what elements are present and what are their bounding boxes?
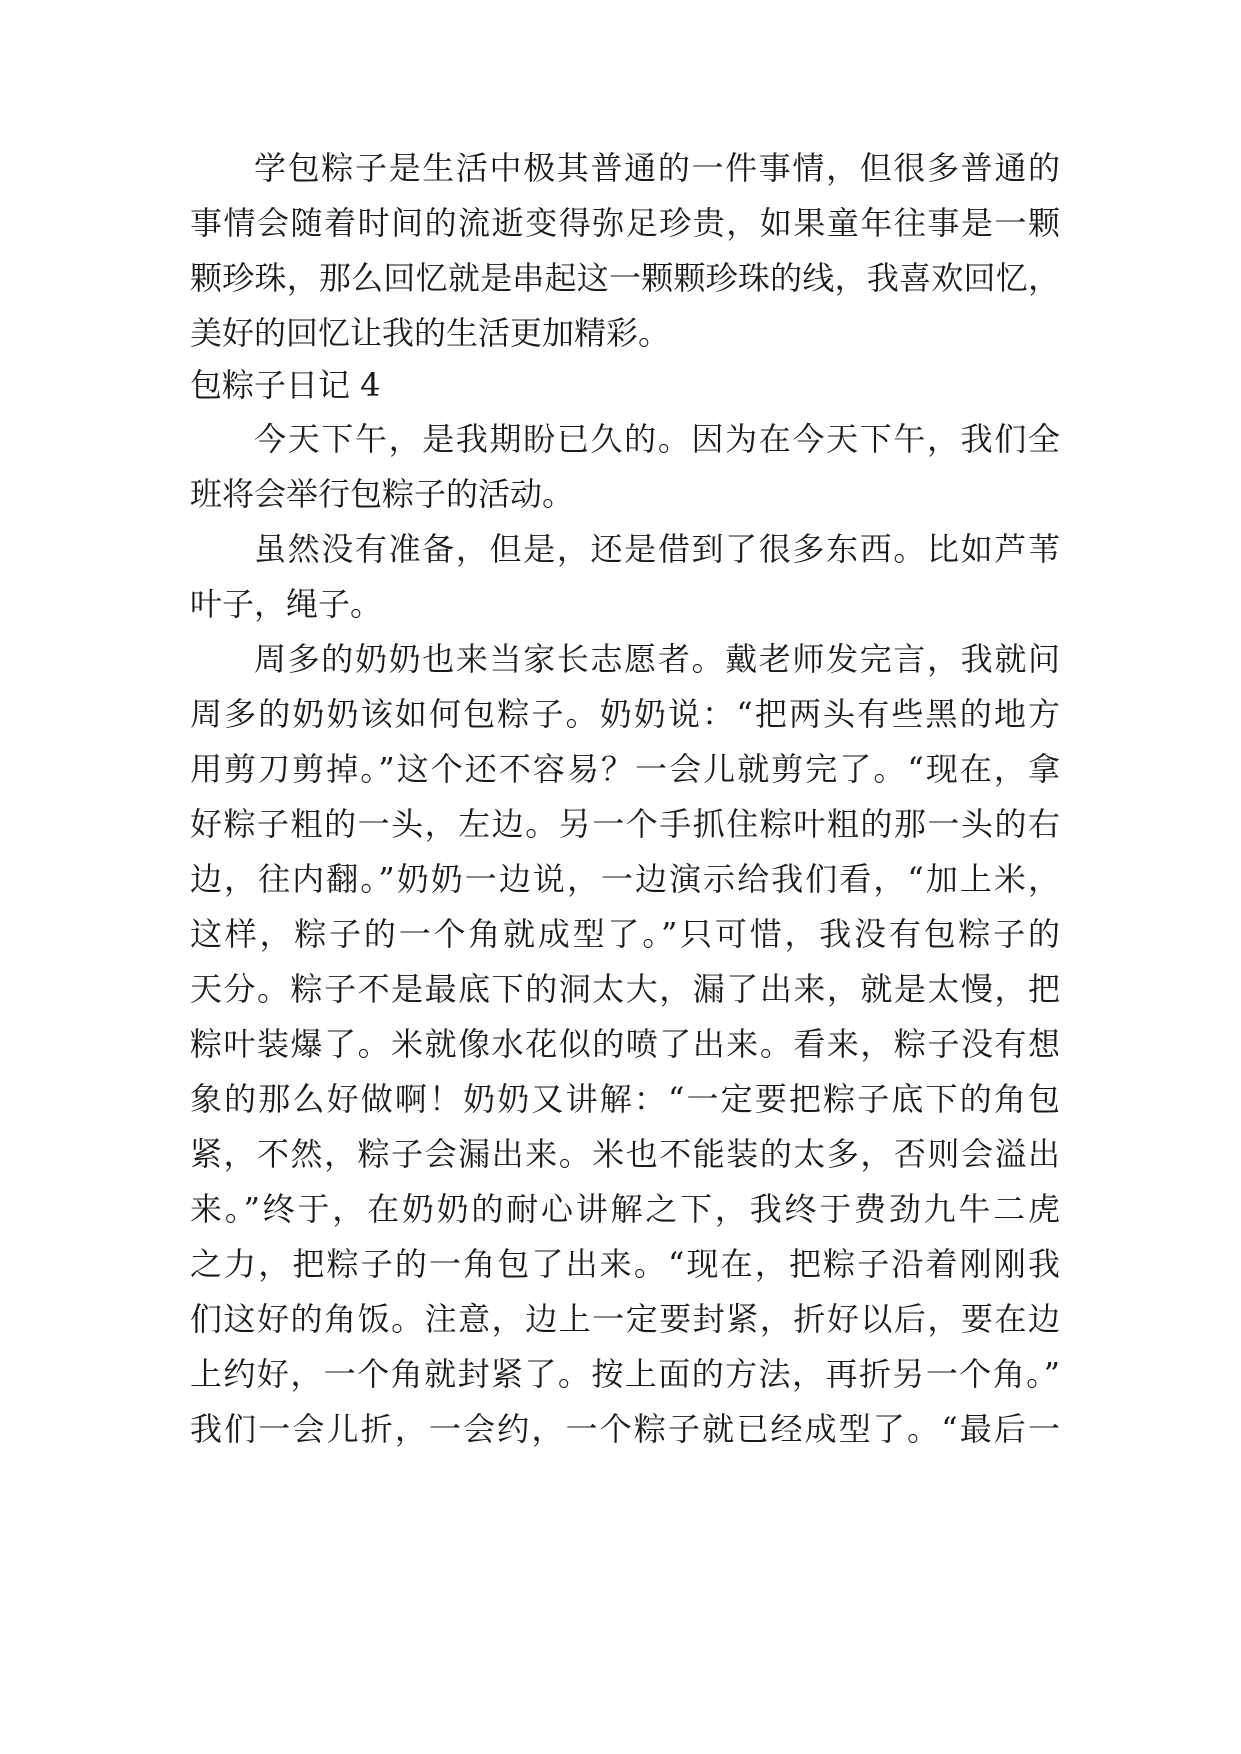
paragraph-line: 之力，把粽子的一角包了出来。“现在，把粽子沿着刚刚我 <box>190 1245 1060 1283</box>
paragraph-line: 班将会举行包粽子的活动。 <box>190 475 575 513</box>
paragraph-line: 用剪刀剪掉。”这个还不容易？一会儿就剪完了。“现在，拿 <box>190 750 1060 788</box>
paragraph-line: 周多的奶奶该如何包粽子。奶奶说：“把两头有些黑的地方 <box>190 695 1060 733</box>
paragraph-line: 颗珍珠，那么回忆就是串起这一颗颗珍珠的线，我喜欢回忆， <box>190 259 1060 297</box>
paragraph-line: 今天下午，是我期盼已久的。因为在今天下午，我们全 <box>254 420 1060 458</box>
paragraph-line: 天分。粽子不是最底下的洞太大，漏了出来，就是太慢，把 <box>190 970 1060 1008</box>
paragraph-line: 象的那么好做啊！奶奶又讲解：“一定要把粽子底下的角包 <box>190 1080 1060 1118</box>
paragraph-line: 周多的奶奶也来当家长志愿者。戴老师发完言，我就问 <box>254 640 1060 678</box>
paragraph-line: 学包粽子是生活中极其普通的一件事情，但很多普通的 <box>254 149 1060 187</box>
paragraph-line: 叶子，绳子。 <box>190 585 383 623</box>
paragraph-line: 们这好的角饭。注意，边上一定要封紧，折好以后，要在边 <box>190 1300 1060 1338</box>
paragraph-line: 上约好，一个角就封紧了。按上面的方法，再折另一个角。” <box>190 1355 1060 1393</box>
paragraph-line: 这样，粽子的一个角就成型了。”只可惜，我没有包粽子的 <box>190 915 1060 953</box>
paragraph-line: 虽然没有准备，但是，还是借到了很多东西。比如芦苇 <box>254 530 1060 568</box>
section-heading: 包粽子日记 4 <box>190 366 381 404</box>
paragraph-line: 粽叶装爆了。米就像水花似的喷了出来。看来，粽子没有想 <box>190 1025 1060 1063</box>
paragraph-line: 我们一会儿折，一会约，一个粽子就已经成型了。“最后一 <box>190 1410 1060 1448</box>
paragraph-line: 好粽子粗的一头，左边。另一个手抓住粽叶粗的那一头的右 <box>190 805 1060 843</box>
paragraph-line: 来。”终于，在奶奶的耐心讲解之下，我终于费劲九牛二虎 <box>190 1190 1060 1228</box>
paragraph-line: 事情会随着时间的流逝变得弥足珍贵，如果童年往事是一颗 <box>190 204 1060 242</box>
paragraph-line: 边，往内翻。”奶奶一边说，一边演示给我们看，“加上米， <box>190 860 1060 898</box>
paragraph-line: 美好的回忆让我的生活更加精彩。 <box>190 314 671 352</box>
paragraph-line: 紧，不然，粽子会漏出来。米也不能装的太多，否则会溢出 <box>190 1135 1060 1173</box>
